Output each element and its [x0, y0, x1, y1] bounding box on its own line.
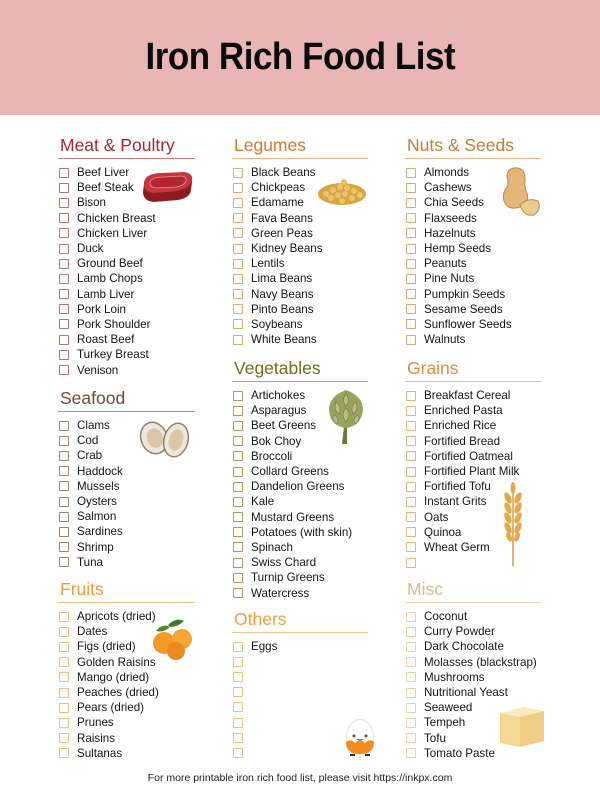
- item-label: Pine Nuts: [424, 272, 475, 286]
- item-label: Enriched Rice: [424, 419, 497, 433]
- item-label: Dark Chocolate: [424, 640, 504, 654]
- checkbox[interactable]: [59, 365, 69, 375]
- item-label: Golden Raisins: [77, 655, 156, 669]
- checkbox[interactable]: [406, 451, 416, 461]
- item-label: Dandelion Greens: [251, 480, 345, 494]
- checklist-item[interactable]: [232, 256, 368, 271]
- soybeans-illustration: [316, 176, 368, 206]
- item-label: Hazelnuts: [424, 226, 476, 240]
- checkbox[interactable]: [406, 228, 416, 238]
- checkbox[interactable]: [233, 573, 243, 583]
- item-label: Venison: [77, 363, 119, 377]
- item-label: Coconut: [424, 610, 468, 624]
- item-label: Sultanas: [77, 746, 123, 760]
- steak-illustration: [140, 170, 195, 205]
- checkbox[interactable]: [59, 703, 69, 713]
- item-label: Chickpeas: [251, 181, 306, 195]
- checkbox[interactable]: [406, 304, 416, 314]
- item-label: Flaxseeds: [424, 211, 477, 225]
- checklist-item[interactable]: [232, 639, 368, 654]
- checkbox[interactable]: [59, 259, 69, 269]
- checkbox[interactable]: [233, 319, 243, 329]
- checkbox[interactable]: [233, 421, 243, 431]
- item-label: Bison: [77, 196, 107, 210]
- checkbox[interactable]: [406, 198, 416, 208]
- checkbox[interactable]: [233, 497, 243, 507]
- checkbox[interactable]: [59, 350, 69, 360]
- item-label: Clams: [77, 419, 110, 433]
- checkbox[interactable]: [406, 289, 416, 299]
- checkbox[interactable]: [406, 335, 416, 345]
- checklist-item[interactable]: [58, 287, 195, 302]
- item-label: Edamame: [251, 196, 304, 210]
- section-legumes: [232, 134, 368, 347]
- checklist-item[interactable]: [232, 510, 368, 525]
- checklist-item[interactable]: [405, 317, 541, 332]
- item-label: Kale: [251, 495, 275, 509]
- section-fruits: [58, 578, 195, 761]
- item-label: Black Beans: [251, 166, 316, 180]
- item-label: Raisins: [77, 731, 116, 745]
- item-label: Oysters: [77, 495, 117, 509]
- item-label: Potatoes (with skin): [251, 525, 353, 539]
- checklist-item[interactable]: [58, 241, 195, 256]
- checklist-item[interactable]: [232, 287, 368, 302]
- item-label: Mango (dried): [77, 670, 150, 684]
- item-label: Salmon: [77, 510, 117, 524]
- checklist-item[interactable]: [232, 464, 368, 479]
- item-label: Nutritional Yeast: [424, 686, 508, 700]
- item-label: Broccoli: [251, 449, 293, 463]
- checkbox[interactable]: [406, 168, 416, 178]
- checklist-item[interactable]: [405, 685, 541, 700]
- item-label: Pork Shoulder: [77, 317, 151, 331]
- checklist-item[interactable]: [232, 685, 368, 700]
- checkbox[interactable]: [59, 319, 69, 329]
- checkbox[interactable]: [59, 244, 69, 254]
- checklist-item[interactable]: [232, 540, 368, 555]
- checkbox[interactable]: [233, 702, 243, 712]
- item-label: Turnip Greens: [251, 571, 325, 585]
- checkbox[interactable]: [406, 512, 416, 522]
- checkbox[interactable]: [233, 406, 243, 416]
- item-label: Shrimp: [77, 540, 114, 554]
- item-label: Collard Greens: [251, 465, 329, 479]
- checklist-item[interactable]: [405, 226, 541, 241]
- checklist-item[interactable]: [58, 347, 195, 362]
- item-label: Green Peas: [251, 226, 313, 240]
- checklist-item[interactable]: [58, 524, 195, 539]
- checklist-item[interactable]: [58, 494, 195, 509]
- checklist-item[interactable]: [405, 434, 541, 449]
- checkbox[interactable]: [59, 421, 69, 431]
- item-label: Almonds: [424, 166, 470, 180]
- checkbox[interactable]: [406, 542, 416, 552]
- item-label: Walnuts: [424, 333, 466, 347]
- checkbox[interactable]: [59, 672, 69, 682]
- item-label: Fortified Oatmeal: [424, 449, 513, 463]
- checkbox[interactable]: [406, 319, 416, 329]
- checkbox[interactable]: [59, 733, 69, 743]
- checklist-item[interactable]: [232, 479, 368, 494]
- checkbox[interactable]: [406, 406, 416, 416]
- checkbox[interactable]: [233, 467, 243, 477]
- checkbox[interactable]: [233, 687, 243, 697]
- item-label: Turkey Breast: [77, 348, 149, 362]
- checkbox[interactable]: [59, 748, 69, 758]
- checkbox[interactable]: [233, 168, 243, 178]
- checklist-item[interactable]: [58, 700, 195, 715]
- section-heading: Fruits: [58, 578, 195, 603]
- item-label: Sunflower Seeds: [424, 317, 512, 331]
- checkbox[interactable]: [406, 657, 416, 667]
- checklist-item[interactable]: [405, 449, 541, 464]
- item-label: Lima Beans: [251, 272, 313, 286]
- checkbox[interactable]: [406, 391, 416, 401]
- section-heading: Nuts & Seeds: [405, 134, 541, 159]
- checkbox[interactable]: [59, 304, 69, 314]
- checkbox[interactable]: [233, 289, 243, 299]
- item-label: Oats: [424, 510, 449, 524]
- item-label: Chia Seeds: [424, 196, 484, 210]
- checkbox[interactable]: [59, 274, 69, 284]
- checklist-item[interactable]: [58, 715, 195, 730]
- page-title: Iron Rich Food List: [145, 36, 455, 78]
- item-label: Instant Grits: [424, 495, 487, 509]
- checkbox[interactable]: [59, 228, 69, 238]
- checkbox[interactable]: [406, 467, 416, 477]
- item-label: Figs (dried): [77, 640, 136, 654]
- checklist-item[interactable]: [405, 609, 541, 624]
- checklist-item[interactable]: [58, 555, 195, 570]
- item-label: Curry Powder: [424, 625, 495, 639]
- item-label: Quinoa: [424, 525, 462, 539]
- item-label: Fava Beans: [251, 211, 313, 225]
- wheat-illustration: [498, 480, 528, 566]
- checkbox[interactable]: [59, 466, 69, 476]
- item-label: Sesame Seeds: [424, 302, 503, 316]
- checkbox[interactable]: [59, 335, 69, 345]
- item-label: Beef Steak: [77, 181, 134, 195]
- checkbox[interactable]: [59, 213, 69, 223]
- checkbox[interactable]: [233, 198, 243, 208]
- checkbox[interactable]: [406, 213, 416, 223]
- checklist-item[interactable]: [58, 226, 195, 241]
- checkbox[interactable]: [59, 688, 69, 698]
- checkbox[interactable]: [233, 748, 243, 758]
- checklist-item[interactable]: [232, 654, 368, 669]
- checkbox[interactable]: [59, 612, 69, 622]
- tofu-illustration: [496, 703, 548, 749]
- item-label: Sardines: [77, 525, 123, 539]
- item-label: Tofu: [424, 731, 446, 745]
- item-label: Tomato Paste: [424, 746, 495, 760]
- checkbox[interactable]: [233, 512, 243, 522]
- checkbox[interactable]: [59, 627, 69, 637]
- checklist-item[interactable]: [58, 746, 195, 761]
- checkbox[interactable]: [233, 228, 243, 238]
- checkbox[interactable]: [233, 733, 243, 743]
- item-label: Lamb Chops: [77, 272, 143, 286]
- item-label: Eggs: [251, 640, 278, 654]
- checklist-item[interactable]: [58, 256, 195, 271]
- item-label: Peanuts: [424, 257, 467, 271]
- checklist-item[interactable]: [405, 655, 541, 670]
- item-label: Chicken Breast: [77, 211, 156, 225]
- item-label: Bok Choy: [251, 434, 302, 448]
- header-banner: [0, 0, 600, 115]
- item-label: Enriched Pasta: [424, 404, 503, 418]
- item-label: Crab: [77, 449, 103, 463]
- checklist-item[interactable]: [232, 332, 368, 347]
- checklist-item[interactable]: [405, 639, 541, 654]
- checkbox[interactable]: [233, 274, 243, 284]
- checklist-item[interactable]: [58, 479, 195, 494]
- checklist-item[interactable]: [58, 731, 195, 746]
- item-label: White Beans: [251, 333, 317, 347]
- item-label: Ground Beef: [77, 257, 143, 271]
- item-label: Roast Beef: [77, 333, 135, 347]
- item-label: Mushrooms: [424, 670, 485, 684]
- checklist-item[interactable]: [58, 302, 195, 317]
- checklist-item[interactable]: [58, 362, 195, 377]
- checklist-item[interactable]: [405, 670, 541, 685]
- item-label: Breakfast Cereal: [424, 389, 511, 403]
- checkbox[interactable]: [406, 259, 416, 269]
- checkbox[interactable]: [233, 244, 243, 254]
- checkbox[interactable]: [406, 183, 416, 193]
- checklist-item[interactable]: [405, 332, 541, 347]
- checklist-item[interactable]: [58, 332, 195, 347]
- item-label: Mustard Greens: [251, 510, 335, 524]
- egg-character-illustration: [343, 716, 377, 758]
- oyster-illustration: [138, 418, 193, 460]
- item-label: Watercress: [251, 586, 310, 600]
- checkbox[interactable]: [406, 748, 416, 758]
- item-label: Pork Loin: [77, 302, 126, 316]
- checklist-item[interactable]: [58, 670, 195, 685]
- checklist-item[interactable]: [232, 570, 368, 585]
- item-label: Asparagus: [251, 404, 307, 418]
- checklist-item[interactable]: [58, 464, 195, 479]
- checkbox[interactable]: [406, 733, 416, 743]
- item-label: Lentils: [251, 257, 285, 271]
- item-label: Swiss Chard: [251, 556, 317, 570]
- checklist-item[interactable]: [405, 464, 541, 479]
- checkbox[interactable]: [406, 244, 416, 254]
- checklist-item[interactable]: [405, 302, 541, 317]
- item-label: Peaches (dried): [77, 686, 159, 700]
- checklist-item[interactable]: [58, 685, 195, 700]
- section-seafood: [58, 387, 195, 570]
- checkbox[interactable]: [59, 542, 69, 552]
- checkbox[interactable]: [59, 289, 69, 299]
- checklist-item[interactable]: [232, 669, 368, 684]
- checkbox[interactable]: [233, 436, 243, 446]
- checkbox[interactable]: [59, 642, 69, 652]
- checklist-item[interactable]: [405, 241, 541, 256]
- section-heading: Misc: [405, 578, 541, 603]
- item-label: Chicken Liver: [77, 226, 148, 240]
- checkbox[interactable]: [406, 612, 416, 622]
- checklist-item[interactable]: [405, 624, 541, 639]
- item-label: Wheat Germ: [424, 540, 490, 554]
- section-heading: Meat & Poultry: [58, 134, 195, 159]
- checkbox[interactable]: [233, 451, 243, 461]
- item-label: Dates: [77, 625, 108, 639]
- checkbox[interactable]: [406, 642, 416, 652]
- checkbox[interactable]: [59, 497, 69, 507]
- section-heading: Legumes: [232, 134, 368, 159]
- checkbox[interactable]: [233, 588, 243, 598]
- item-label: Beet Greens: [251, 419, 317, 433]
- checklist-item[interactable]: [232, 700, 368, 715]
- checkbox[interactable]: [406, 274, 416, 284]
- checkbox[interactable]: [406, 421, 416, 431]
- checklist-item[interactable]: [405, 287, 541, 302]
- item-label: Pumpkin Seeds: [424, 287, 506, 301]
- item-label: Pears (dried): [77, 701, 145, 715]
- item-label: Tuna: [77, 555, 103, 569]
- checklist-item[interactable]: [405, 403, 541, 418]
- checkbox[interactable]: [233, 657, 243, 667]
- checklist-item[interactable]: [405, 388, 541, 403]
- checkbox[interactable]: [59, 183, 69, 193]
- checkbox[interactable]: [406, 703, 416, 713]
- checkbox[interactable]: [59, 168, 69, 178]
- item-label: Fortified Plant Milk: [424, 465, 520, 479]
- checklist-item[interactable]: [58, 211, 195, 226]
- checkbox[interactable]: [59, 718, 69, 728]
- checkbox[interactable]: [59, 557, 69, 567]
- apricot-illustration: [148, 617, 196, 661]
- checklist-item[interactable]: [232, 494, 368, 509]
- checkbox[interactable]: [233, 391, 243, 401]
- checkbox[interactable]: [59, 512, 69, 522]
- item-label: Apricots (dried): [77, 610, 156, 624]
- checkbox[interactable]: [233, 183, 243, 193]
- checkbox[interactable]: [233, 335, 243, 345]
- checklist-item[interactable]: [58, 317, 195, 332]
- section-heading: Others: [232, 608, 368, 633]
- checkbox[interactable]: [233, 558, 243, 568]
- checkbox[interactable]: [59, 436, 69, 446]
- item-label: Soybeans: [251, 317, 303, 331]
- checklist-item[interactable]: [232, 317, 368, 332]
- checkbox[interactable]: [406, 436, 416, 446]
- checkbox[interactable]: [59, 481, 69, 491]
- item-label: Pinto Beans: [251, 302, 314, 316]
- checkbox[interactable]: [233, 482, 243, 492]
- checkbox[interactable]: [233, 259, 243, 269]
- section-heading: Grains: [405, 357, 541, 382]
- checkbox[interactable]: [233, 542, 243, 552]
- footer-note: For more printable iron rich food list, please visit https://inkpx.com: [147, 772, 453, 784]
- item-label: Hemp Seeds: [424, 242, 492, 256]
- checkbox[interactable]: [406, 688, 416, 698]
- checkbox[interactable]: [233, 213, 243, 223]
- checklist-item[interactable]: [232, 555, 368, 570]
- checkbox[interactable]: [406, 672, 416, 682]
- checklist-item[interactable]: [232, 585, 368, 600]
- item-label: Lamb Liver: [77, 287, 135, 301]
- checkbox[interactable]: [59, 657, 69, 667]
- checkbox[interactable]: [233, 672, 243, 682]
- checkbox[interactable]: [406, 718, 416, 728]
- item-label: Cod: [77, 434, 99, 448]
- item-label: Seaweed: [424, 701, 473, 715]
- checklist-item[interactable]: [405, 256, 541, 271]
- checkbox[interactable]: [233, 642, 243, 652]
- item-label: Fortified Tofu: [424, 480, 491, 494]
- checkbox[interactable]: [406, 558, 416, 568]
- item-label: Spinach: [251, 540, 293, 554]
- checklist-item[interactable]: [232, 302, 368, 317]
- checklist-item[interactable]: [232, 271, 368, 286]
- item-label: Mussels: [77, 479, 120, 493]
- checkbox[interactable]: [233, 718, 243, 728]
- checklist-item[interactable]: [58, 540, 195, 555]
- peanut-illustration: [498, 165, 542, 221]
- item-label: Tempeh: [424, 716, 466, 730]
- checkbox[interactable]: [406, 497, 416, 507]
- section-heading: Seafood: [58, 387, 195, 412]
- checkbox[interactable]: [406, 482, 416, 492]
- section-heading: Vegetables: [232, 357, 368, 382]
- artichoke-illustration: [325, 388, 367, 446]
- item-label: Duck: [77, 242, 104, 256]
- checkbox[interactable]: [233, 304, 243, 314]
- checkbox[interactable]: [59, 198, 69, 208]
- checklist-item[interactable]: [58, 271, 195, 286]
- checklist-item[interactable]: [232, 241, 368, 256]
- item-label: Kidney Beans: [251, 242, 323, 256]
- checkbox[interactable]: [59, 527, 69, 537]
- item-label: Fortified Bread: [424, 434, 501, 448]
- checkbox[interactable]: [233, 527, 243, 537]
- item-label: Prunes: [77, 716, 114, 730]
- checklist-item[interactable]: [232, 211, 368, 226]
- item-label: Haddock: [77, 464, 123, 478]
- item-label: Beef Liver: [77, 166, 130, 180]
- checklist-item[interactable]: [405, 271, 541, 286]
- item-label: Molasses (blackstrap): [424, 655, 537, 669]
- checkbox[interactable]: [59, 451, 69, 461]
- checklist-item[interactable]: [405, 418, 541, 433]
- item-label: Artichokes: [251, 389, 306, 403]
- checkbox[interactable]: [406, 627, 416, 637]
- item-label: Navy Beans: [251, 287, 314, 301]
- checklist-item[interactable]: [232, 226, 368, 241]
- checklist-item[interactable]: [232, 449, 368, 464]
- checklist-item[interactable]: [232, 525, 368, 540]
- checkbox[interactable]: [406, 527, 416, 537]
- checklist-item[interactable]: [58, 509, 195, 524]
- item-label: Cashews: [424, 181, 472, 195]
